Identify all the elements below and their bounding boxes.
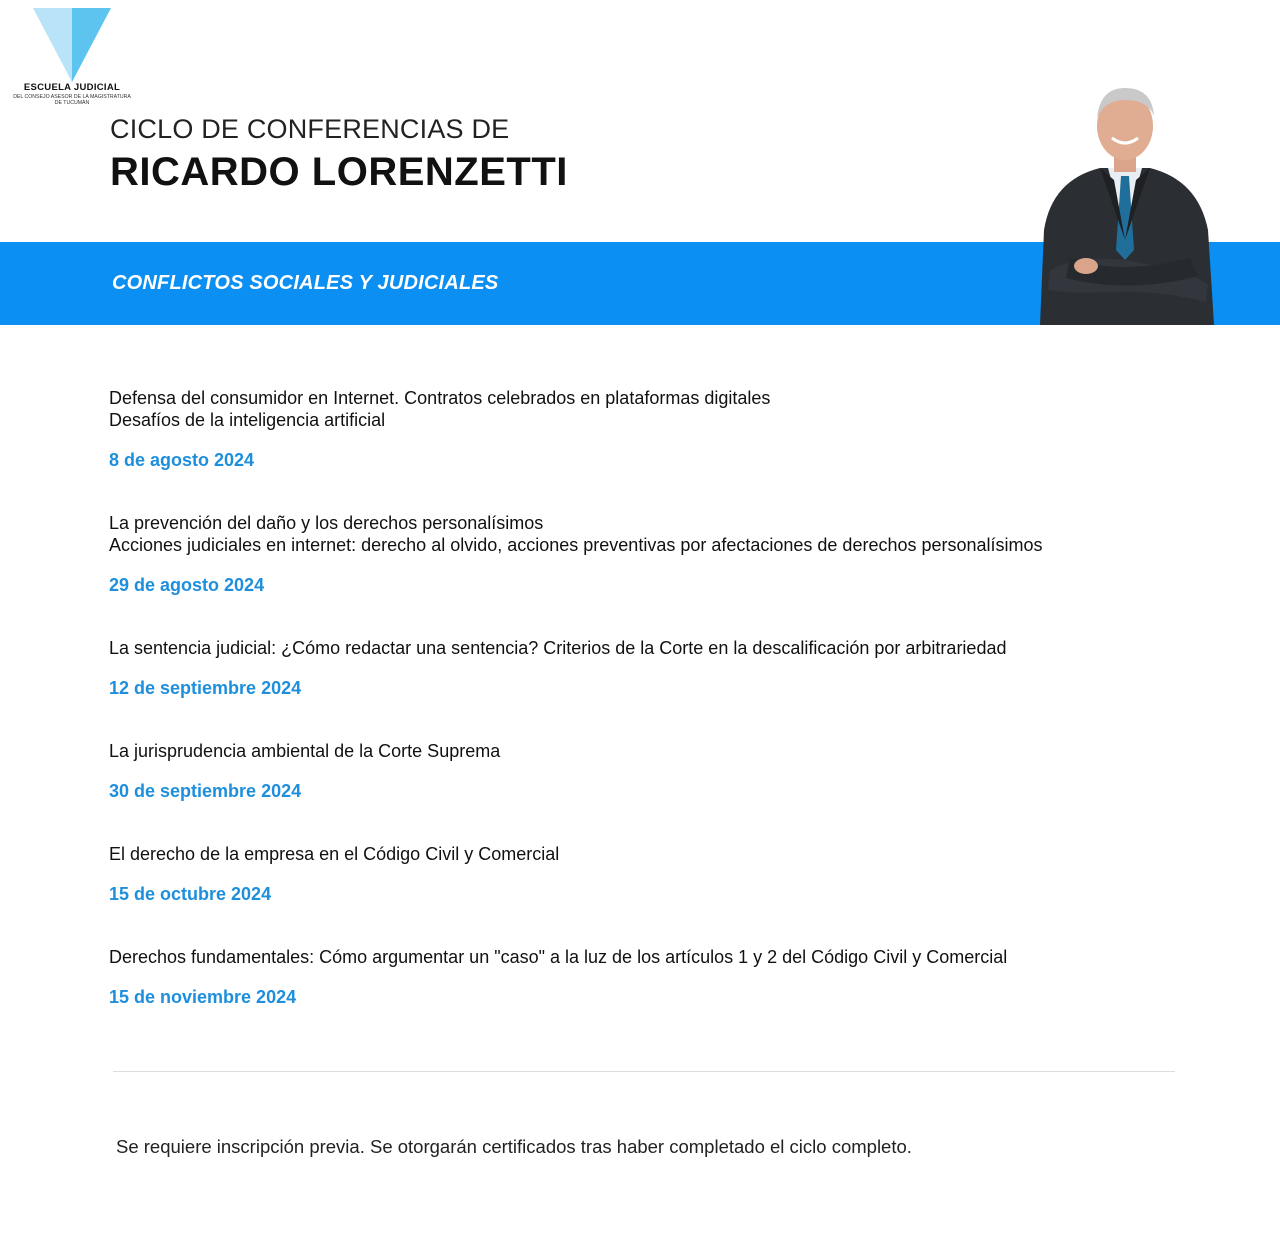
escuela-judicial-logo	[10, 8, 134, 112]
registration-note: Se requiere inscripción previa. Se otorgarán certificados tras haber completado el ciclo completo.	[116, 1136, 912, 1157]
lecture-title: Defensa del consumidor en Internet. Contratos celebrados en plataformas digitales	[109, 388, 771, 408]
lecture-item	[109, 843, 559, 905]
lecture-title: El derecho de la empresa en el Código Civil y Comercial	[109, 844, 560, 864]
lecture-item	[109, 637, 1006, 699]
lecture-subtitle: Desafíos de la inteligencia artificial	[109, 410, 386, 430]
lecture-title: La prevención del daño y los derechos personalísimos	[109, 513, 544, 533]
page-title: RICARDO LORENZETTI	[110, 150, 568, 194]
lecture-date: 29 de agosto 2024	[109, 575, 265, 595]
lecture-item	[109, 387, 770, 471]
lecture-title: La jurisprudencia ambiental de la Corte Suprema	[109, 741, 501, 761]
lecture-date: 8 de agosto 2024	[109, 450, 255, 470]
lecture-date: 30 de septiembre 2024	[109, 781, 302, 801]
pre-title: CICLO DE CONFERENCIAS DE	[110, 114, 510, 144]
lecture-title: La sentencia judicial: ¿Cómo redactar una sentencia? Criterios de la Corte en la descalificación por arbitrariedad	[109, 638, 1007, 658]
lecture-title: Derechos fundamentales: Cómo argumentar un "caso" a la luz de los artículos 1 y 2 del Código Civil y Comercial	[109, 947, 1008, 967]
lecture-subtitle: Acciones judiciales en internet: derecho al olvido, acciones preventivas por afectaciones de derechos personalísimos	[109, 535, 1043, 555]
speaker-portrait	[1030, 80, 1220, 325]
lecture-date: 15 de noviembre 2024	[109, 987, 297, 1007]
lecture-item	[109, 512, 1043, 596]
lecture-date: 12 de septiembre 2024	[109, 678, 302, 698]
lecture-item	[109, 740, 500, 802]
triangle-logo-icon	[33, 8, 111, 82]
divider	[113, 1071, 1175, 1072]
logo-subtitle: DEL CONSEJO ASESOR DE LA MAGISTRATURA	[13, 94, 131, 100]
lecture-date: 15 de octubre 2024	[109, 884, 272, 904]
logo-subtitle-2: DE TUCUMÁN	[54, 100, 90, 106]
logo-name: ESCUELA JUDICIAL	[23, 82, 121, 93]
lecture-item	[109, 946, 1007, 1008]
topic-band-text: CONFLICTOS SOCIALES Y JUDICIALES	[112, 272, 499, 294]
